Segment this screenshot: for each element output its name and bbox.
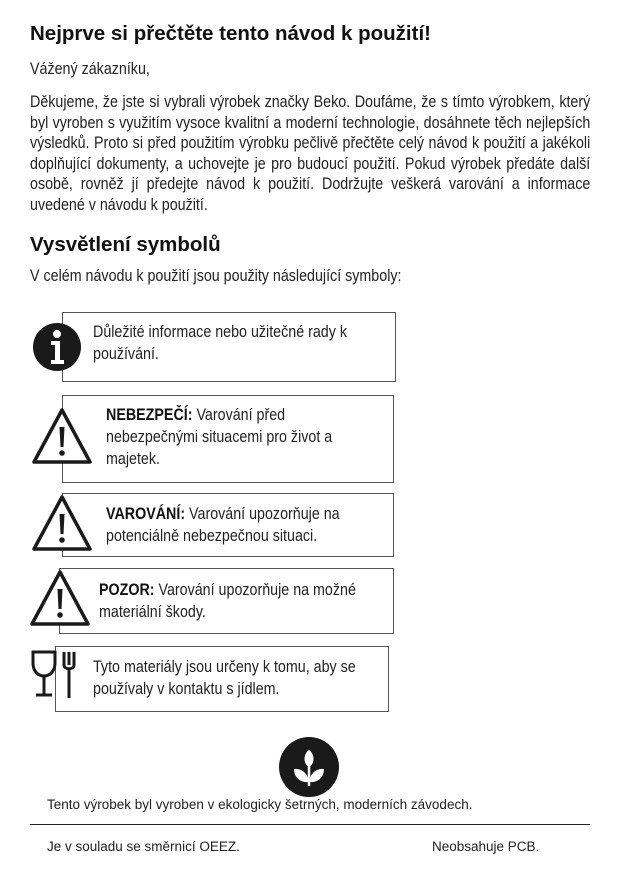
info-text-content: Důležité informace nebo užitečné rady k používání. [93,322,348,363]
divider [30,824,590,825]
food-contact-text [93,656,383,700]
intro-text: Děkujeme, že jste si vybrali výrobek značky Beko. Doufáme, že s tímto výrobkem, který byl vyroben s využitím vysoce kvalitní a moderní technologie, dosáhnete těch nejlepších výsledků. Proto si před použitím výrobku pečlivě přečtěte celý návod k použití a jakékoli doplňující dokumenty, a uchovejte je pro budoucí použití. Pokud výrobek předáte další osobě, rovněž jí předejte návod k použití. Dodržujte veškerá varování a informace uvedené v návodu k použití. [30,92,591,214]
leaf-icon [278,736,340,798]
warning-description: Varování upozorňuje na potenciálně nebezpečnou situaci. [106,504,340,545]
intro-paragraph [30,92,590,215]
caution-description: Varování upozorňuje na možné materiální škody. [99,580,356,621]
danger-description: Varování před nebezpečnými situacemi pro život a majetek. [106,405,333,468]
page-title: Nejprve si přečtěte tento návod k použití! [30,22,431,45]
caution-text [99,579,376,623]
food-contact-description: Tyto materiály jsou určeny k tomu, aby se používaly v kontaktu s jídlem. [93,657,356,698]
greeting: Vážený zákazníku, [30,59,150,78]
glass-fork-icon [29,648,83,702]
warning-triangle-icon [31,407,93,465]
symbols-heading: Vysvětlení symbolů [30,233,221,256]
weee-compliance: Je v souladu se směrnicí OEEZ. [47,839,240,854]
danger-text [106,404,375,470]
info-text [93,321,395,365]
warning-label: VAROVÁNÍ: [106,504,186,523]
danger-label: NEBEZPEČÍ: [106,405,193,424]
eco-text: Tento výrobek byl vyroben v ekologicky šetrných, moderních závodech. [47,797,473,812]
warning-text [106,503,392,547]
info-icon [32,322,82,372]
warning-triangle-icon [31,494,93,552]
caution-label: POZOR: [99,580,155,599]
warning-triangle-icon [29,569,91,627]
pcb-free: Neobsahuje PCB. [432,839,540,854]
symbols-intro: V celém návodu k použití jsou použity následující symboly: [30,266,402,285]
